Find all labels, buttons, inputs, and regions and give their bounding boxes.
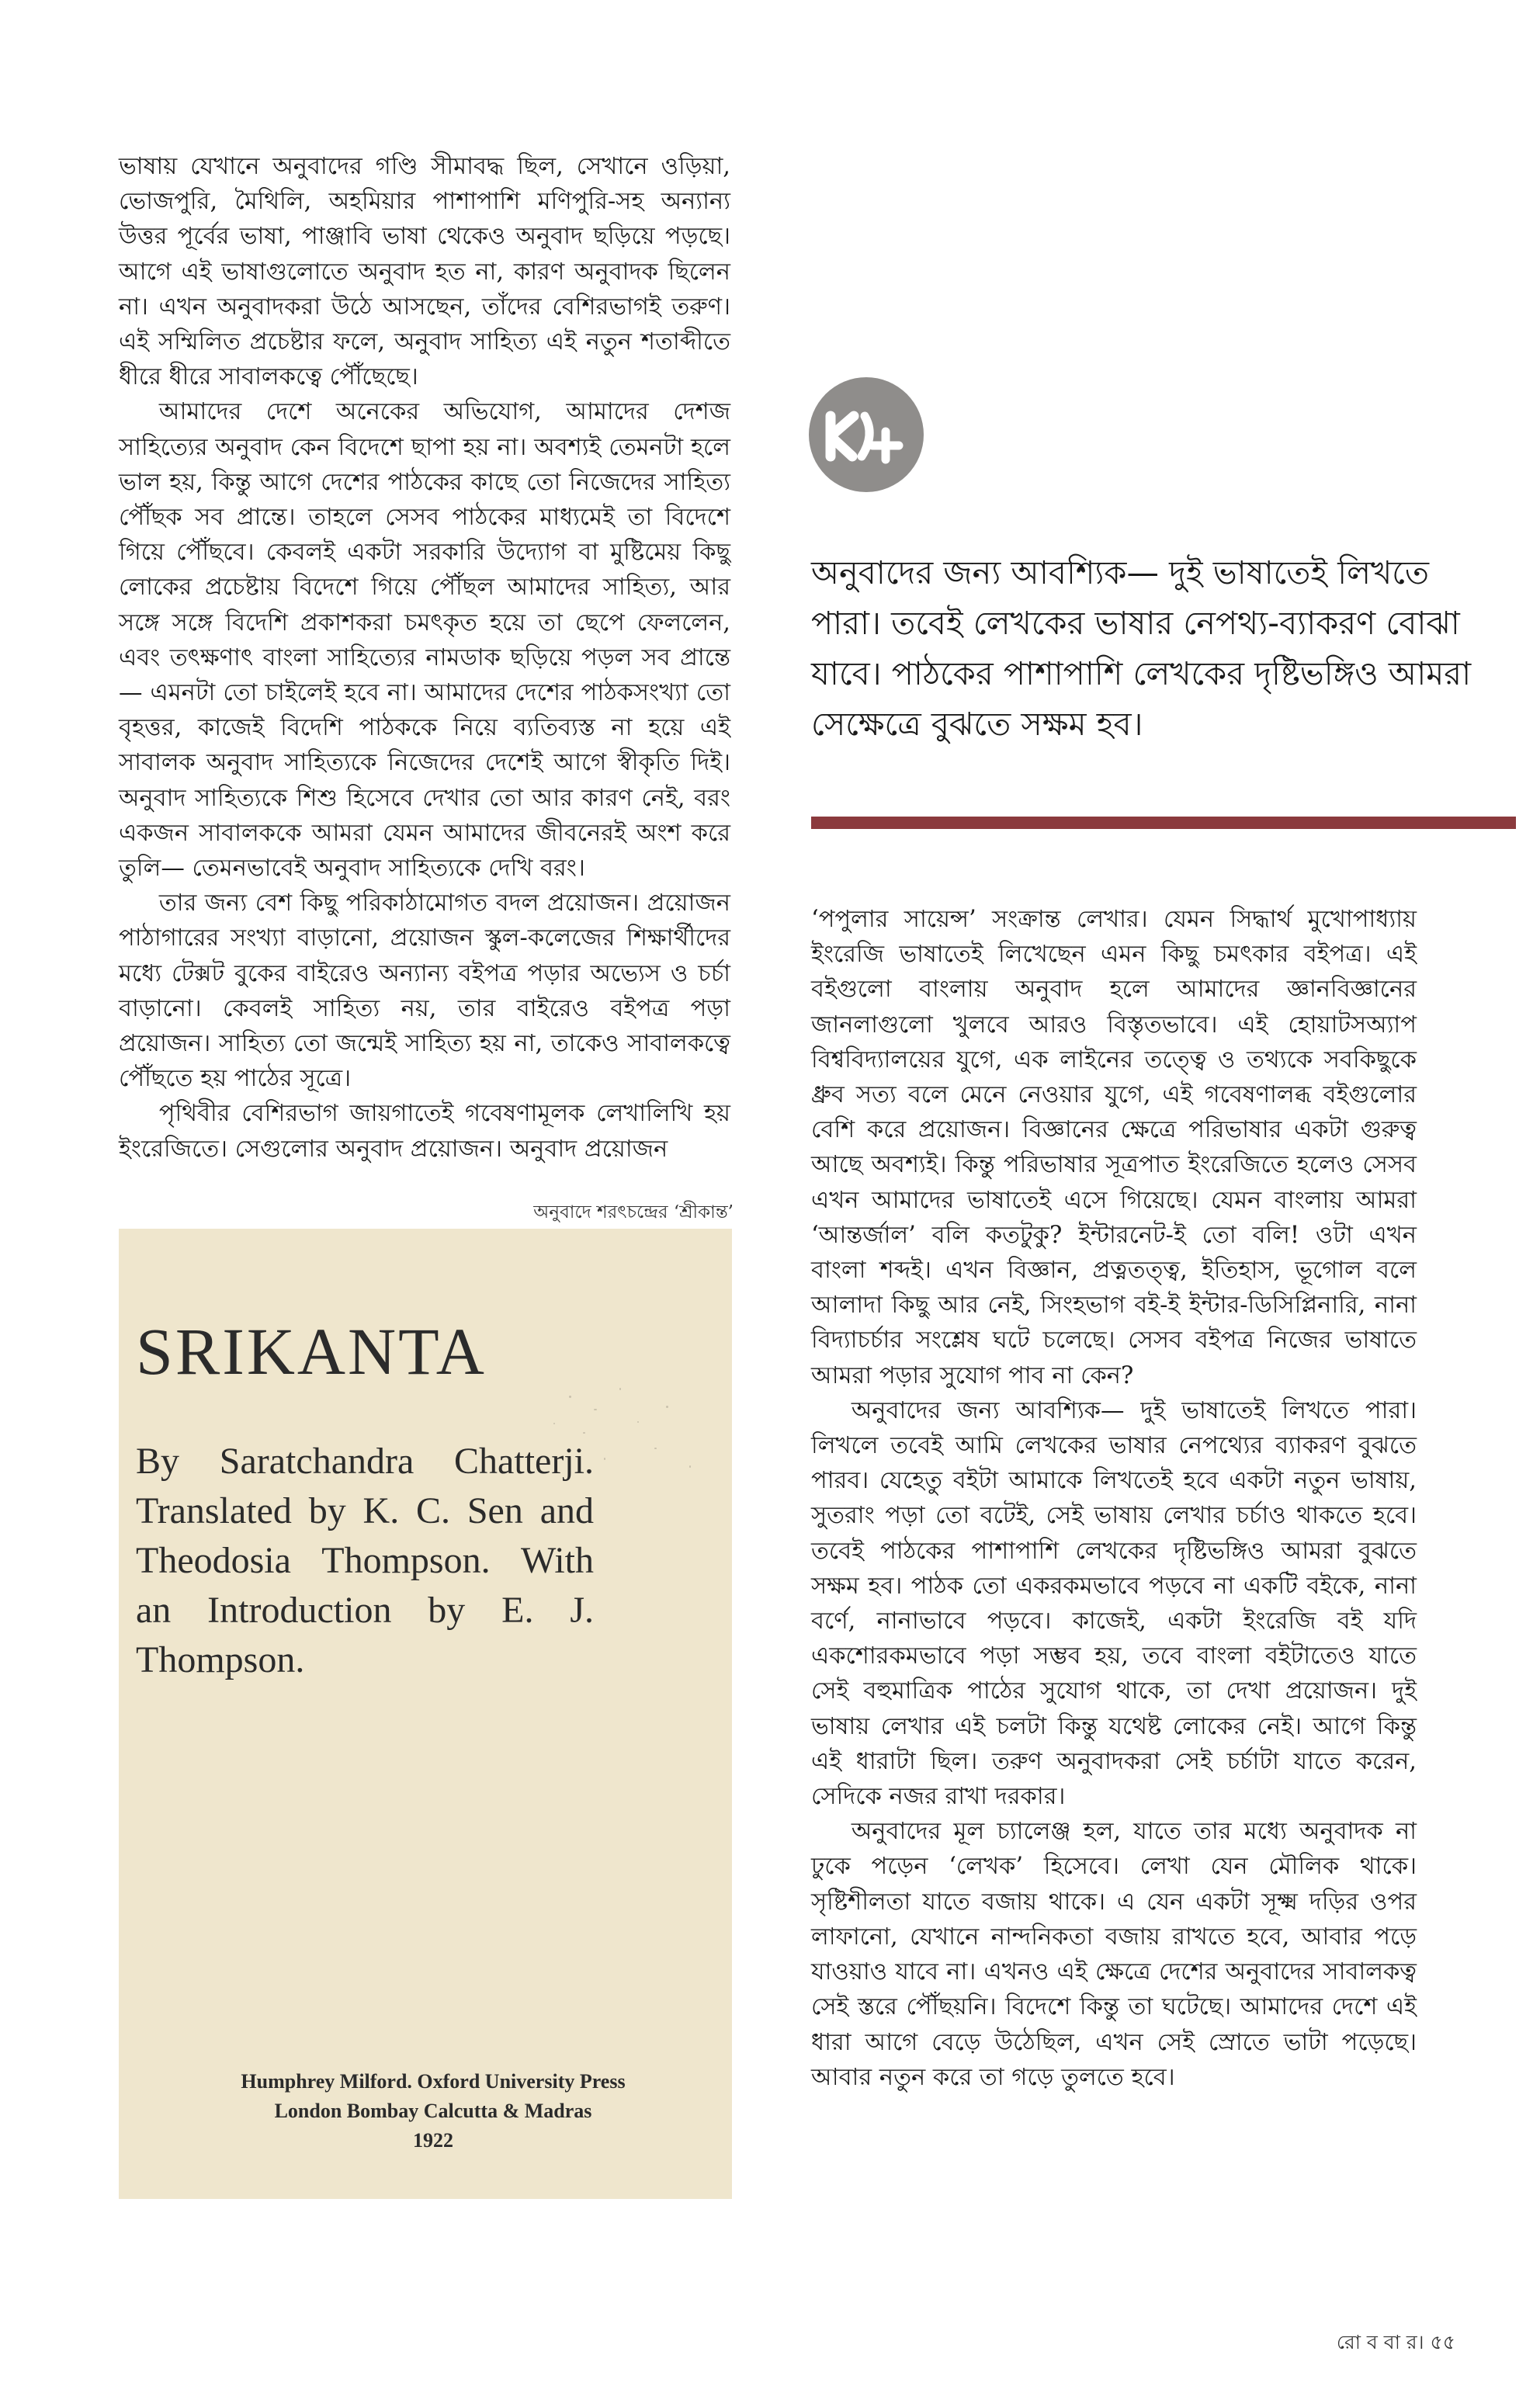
right-paragraph-1: ‘পপুলার সায়েন্স’ সংক্রান্ত লেখার। যেমন সিদ্ধার্থ মুখোপাধ্যায় ইংরেজি ভাষাতেই লিখেছেন এমন কিছু চমৎকার বইপত্র। এই বইগুলো বাংলায় অনুবাদ হলে আমাদের জ্ঞানবিজ্ঞানের জানলাগুলো খুলবে আরও বিস্তৃতভাবে। এই হোয়াটসঅ্যাপ বিশ্ববিদ্যালয়ের যুগে, এক লাইনের তত্ত্বে ও তথ্যকে সবকিছুকে ধ্রুব সত্য বলে মেনে নেওয়ার যুগে, এই গবেষণালব্ধ বইগুলোর বেশি করে প্রয়োজন। বিজ্ঞানের ক্ষেত্রে পরিভাষার একটা গুরুত্ব আছে অবশ্যই। কিন্তু পরিভাষার সূত্রপাত ইংরেজিতে হলেও সেসব এখন আমাদের ভাষাতেই এসে গিয়েছে। যেমন বাংলায় আমরা ‘আন্তর্জাল’ বলি কতটুকু? ইন্টারনেট-ই তো বলি! ওটা এখন বাংলা শব্দই। এখন বিজ্ঞান, প্রত্নতত্ত্ব, ইতিহাস, ভূগোল বলে আলাদা কিছু আর নেই, সিংহভাগ বই-ই ইন্টার-ডিসিপ্লিনারি, নানা বিদ্যাচর্চার সংশ্লেষ ঘটে চলেছে। সেসব বইপত্র নিজের ভাষাতে আমরা পড়ার সুযোগ পাব না কেন? (811, 906, 1417, 1389)
pull-quote: অনুবাদের জন্য আবশ্যিক— দুই ভাষাতেই লিখতে পারা। তবেই লেখকের ভাষার নেপথ্য-ব্যাকরণ বোঝা যাবে। পাঠকের পাশাপাশি লেখকের দৃষ্টিভঙ্গিও আমরা সেক্ষেত্রে বুঝতে সক্ষম হব। (811, 553, 1472, 743)
book-cover-image (119, 1229, 732, 2199)
right-paragraph-3: অনুবাদের মূল চ্যালেঞ্জ হল, যাতে তার মধ্যে অনুবাদক না ঢুকে পড়েন ‘লেখক’ হিসেবে। লেখা যেন মৌলিক থাকে। সৃষ্টিশীলতা যাতে বজায় থাকে। এ যেন একটা সূক্ষ্ম দড়ির ওপর লাফানো, যেখানে নান্দনিকতা বজায় রাখতে হবে, আবার পড়ে যাওয়াও যাবে না। এখনও এই ক্ষেত্রে দেশের অনুবাদের সাবালকত্ব সেই স্তরে পৌঁছয়নি। বিদেশে কিন্তু তা ঘটেছে। আমাদের দেশে এই ধারা আগে বেড়ে উঠেছিল, এখন সেই স্রোতে ভাটা পড়েছে। আবার নতুন করে তা গড়ে তুলতে হবে। (811, 1818, 1417, 2091)
publication-year: 1922 (413, 2129, 453, 2152)
left-paragraph-2: আমাদের দেশে অনেকের অভিযোগ, আমাদের দেশজ সাহিত্যের অনুবাদ কেন বিদেশে ছাপা হয় না। অবশ্যই তেমনটা হলে ভাল হয়, কিন্তু আগে দেশের পাঠকের কাছে তো নিজেদের সাহিত্য পৌঁছক সব প্রান্তে। তাহলে সেসব পাঠকের মাধ্যমেই তা বিদেশে গিয়ে পৌঁছবে। কেবলই একটা সরকারি উদ্যোগ বা মুষ্টিমেয় কিছু লোকের প্রচেষ্টায় বিদেশে গিয়ে পৌঁছল আমাদের সাহিত্য, আর সঙ্গে সঙ্গে বিদেশি প্রকাশকরা চমৎকৃত হয়ে তা ছেপে ফেললেন, এবং তৎক্ষণাৎ বাংলা সাহিত্যের নামডাক ছড়িয়ে পড়ল সব প্রান্তে— এমনটা তো চাইলেই হবে না। আমাদের দেশের পাঠকসংখ্যা তো বৃহত্তর, কাজেই বিদেশি পাঠককে নিয়ে ব্যতিব্যস্ত না হয়ে এই সাবালক অনুবাদ সাহিত্যকে নিজেদের দেশেই আগে স্বীকৃতি দিই। অনুবাদ সাহিত্যকে শিশু হিসেবে দেখার তো আর কারণ নেই, বরং একজন সাবালককে আমরা যেমন আমাদের জীবনেরই অংশ করে তুলি— তেমনভাবেই অনুবাদ সাহিত্যকে দেখি বরং। (119, 398, 730, 883)
book-cover-byline: By Saratchandra Chatterji. Translated by K. C. Sen and Theodosia Thompson. With an Introduction by E. J. Thompson. (136, 1441, 594, 1680)
book-cover-title: SRIKANTA (136, 1314, 487, 1389)
publisher-line-1: Humphrey Milford. Oxford University Press (241, 2070, 626, 2093)
section-logo-icon (807, 376, 925, 494)
left-paragraph-4: পৃথিবীর বেশিরভাগ জায়গাতেই গবেষণামূলক লেখালিখি হয় ইংরেজিতে। সেগুলোর অনুবাদ প্রয়োজন। অনুবাদ প্রয়োজন (119, 1100, 730, 1163)
book-cover-publisher (119, 2067, 732, 2155)
left-paragraph-3: তার জন্য বেশ কিছু পরিকাঠামোগত বদল প্রয়োজন। প্রয়োজন পাঠাগারের সংখ্যা বাড়ানো, প্রয়োজন স্কুল-কলেজের শিক্ষার্থীদের মধ্যে টেক্সট বুকের বাইরেও অন্যান্য বইপত্র পড়ার অভ্যেস ও চর্চা বাড়ানো। কেবলই সাহিত্য নয়, তার বাইরেও বইপত্র পড়া প্রয়োজন। সাহিত্য তো জন্মেই সাহিত্য হয় না, তাকেও সাবালকত্বে পৌঁছতে হয় পাঠের সূত্রে। (119, 890, 730, 1093)
right-text-column (811, 902, 1417, 2095)
left-text-column (119, 149, 730, 1167)
pull-quote-divider (811, 817, 1516, 829)
left-paragraph-1: ভাষায় যেখানে অনুবাদের গণ্ডি সীমাবদ্ধ ছিল, সেখানে ওড়িয়া, ভোজপুরি, মৈথিলি, অহমিয়ার পাশাপাশি মণিপুরি-সহ অন্যান্য উত্তর পূর্বের ভাষা, পাঞ্জাবি ভাষা থেকেও অনুবাদ ছড়িয়ে পড়ছে। আগে এই ভাষাগুলোতে অনুবাদ হত না, কারণ অনুবাদক ছিলেন না। এখন অনুবাদকরা উঠে আসছেন, তাঁদের বেশিরভাগই তরুণ। এই সম্মিলিত প্রচেষ্টার ফলে, অনুবাদ সাহিত্য এই নতুন শতাব্দীতে ধীরে ধীরে সাবালকত্বে পৌঁছেছে। (119, 153, 730, 391)
right-paragraph-2: অনুবাদের জন্য আবশ্যিক— দুই ভাষাতেই লিখতে পারা। লিখলে তবেই আমি লেখকের ভাষার নেপথ্যের ব্যাকরণ বুঝতে পারব। যেহেতু বইটা আমাকে লিখতেই হবে একটা নতুন ভাষায়, সুতরাং পড়া তো বটেই, সেই ভাষায় লেখার চর্চাও থাকতে হবে। তবেই পাঠকের পাশাপাশি লেখকের দৃষ্টিভঙ্গিও আমরা বুঝতে সক্ষম হব। পাঠক তো একরকমভাবে পড়বে না একটি বইকে, নানা বর্ণে, নানাভাবে পড়বে। কাজেই, একটা ইংরেজি বই যদি একশোরকমভাবে পড়া সম্ভব হয়, তবে বাংলা বইটাতেও যাতে সেই বহুমাত্রিক পাঠের সুযোগ থাকে, তা দেখা প্রয়োজন। দুই ভাষায় লেখার এই চলটা কিন্তু যথেষ্ট লোকের নেই। আগে কিন্তু এই ধারাটা ছিল। তরুণ অনুবাদকরা সেই চর্চাটা যাতে করেন, সেদিকে নজর রাখা দরকার। (811, 1396, 1417, 1811)
publisher-line-2: London Bombay Calcutta & Madras (274, 2100, 592, 2122)
image-caption: অনুবাদে শরৎচন্দ্রের ‘শ্রীকান্ত’ (533, 1202, 734, 1223)
page-footer: রো ব বা র। ৫৫ (1336, 2331, 1455, 2353)
